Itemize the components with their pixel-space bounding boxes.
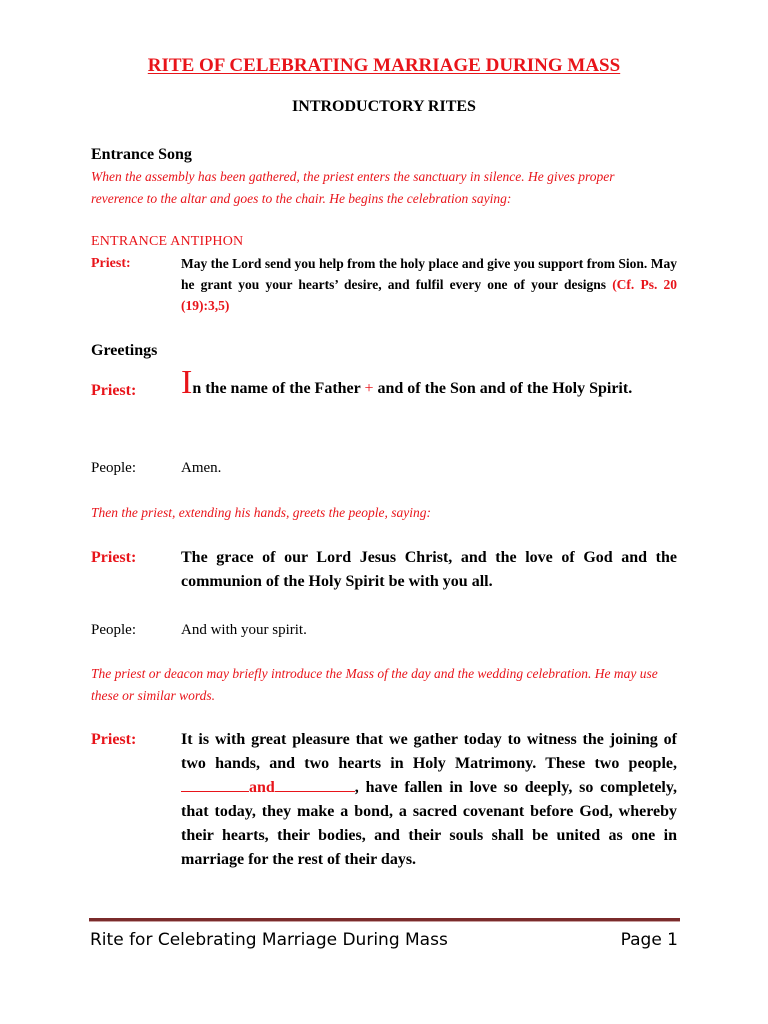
footer-title: Rite for Celebrating Marriage During Mass [90, 930, 448, 950]
section-title: INTRODUCTORY RITES [292, 98, 476, 115]
cross-symbol: + [364, 380, 374, 397]
antiphon-text [181, 253, 677, 316]
people-response-2: And with your spirit. [181, 622, 307, 638]
and-word: and [249, 779, 275, 796]
people-response: Amen. [181, 460, 222, 476]
antiphon-heading: ENTRANCE ANTIPHON [91, 234, 244, 249]
introduction-rubric: The priest or deacon may briefly introduce the Mass of the day and the wedding celebration. He may use these or similar words. [91, 666, 658, 703]
people-label: People: [91, 460, 136, 476]
rubric-line: reverence to the altar and goes to the chair. He begins the celebration saying: [91, 191, 512, 206]
greeting-text-1: n the name of the Father [192, 380, 361, 397]
greeting-rubric: Then the priest, extending his hands, greets the people, saying: [91, 505, 431, 520]
antiphon-reference: (Cf. Ps. 20 (19):3,5) [181, 277, 677, 313]
grace-text: The grace of our Lord Jesus Christ, and the love of God and the communion of the Holy Spirit be with you all. [181, 549, 677, 590]
antiphon-speaker: Priest: [91, 256, 131, 271]
greeting-text-2: and of the Son and of the Holy Spirit. [377, 380, 633, 397]
name-blank-1[interactable] [181, 779, 249, 792]
rubric-line: When the assembly has been gathered, the priest enters the sanctuary in silence. He gives proper [91, 169, 615, 184]
document-title: RITE OF CELEBRATING MARRIAGE DURING MASS [147, 55, 621, 76]
antiphon-body: May the Lord send you help from the holy place and give you support from Sion. May he grant you your hearts’ desire, and fulfil every one of your designs [181, 256, 677, 292]
introduction-text [181, 728, 677, 872]
greeting-priest-label: Priest: [91, 382, 137, 399]
people-label-2: People: [91, 622, 136, 638]
footer-rule [89, 918, 680, 921]
intro-text-1: It is with great pleasure that we gather today to witness the joining of two hands, and two hearts in Holy Matrimony. These two people, [181, 731, 677, 772]
intro-priest-label: Priest: [91, 731, 137, 748]
entrance-song-rubric [91, 166, 679, 210]
intro-text-2: , have fallen in love so deeply, so completely, that today, they make a bond, a sacred covenant before God, whereby their hearts, their bodies, and their souls shall be united as one in marriage for the rest of their days. [181, 779, 677, 868]
page-number: Page 1 [620, 930, 678, 950]
entrance-song-heading: Entrance Song [91, 146, 192, 163]
drop-cap: I [181, 364, 193, 401]
grace-priest-label: Priest: [91, 549, 137, 566]
name-blank-2[interactable] [275, 779, 355, 792]
greeting-priest-text [181, 366, 677, 405]
greetings-heading: Greetings [91, 342, 158, 359]
